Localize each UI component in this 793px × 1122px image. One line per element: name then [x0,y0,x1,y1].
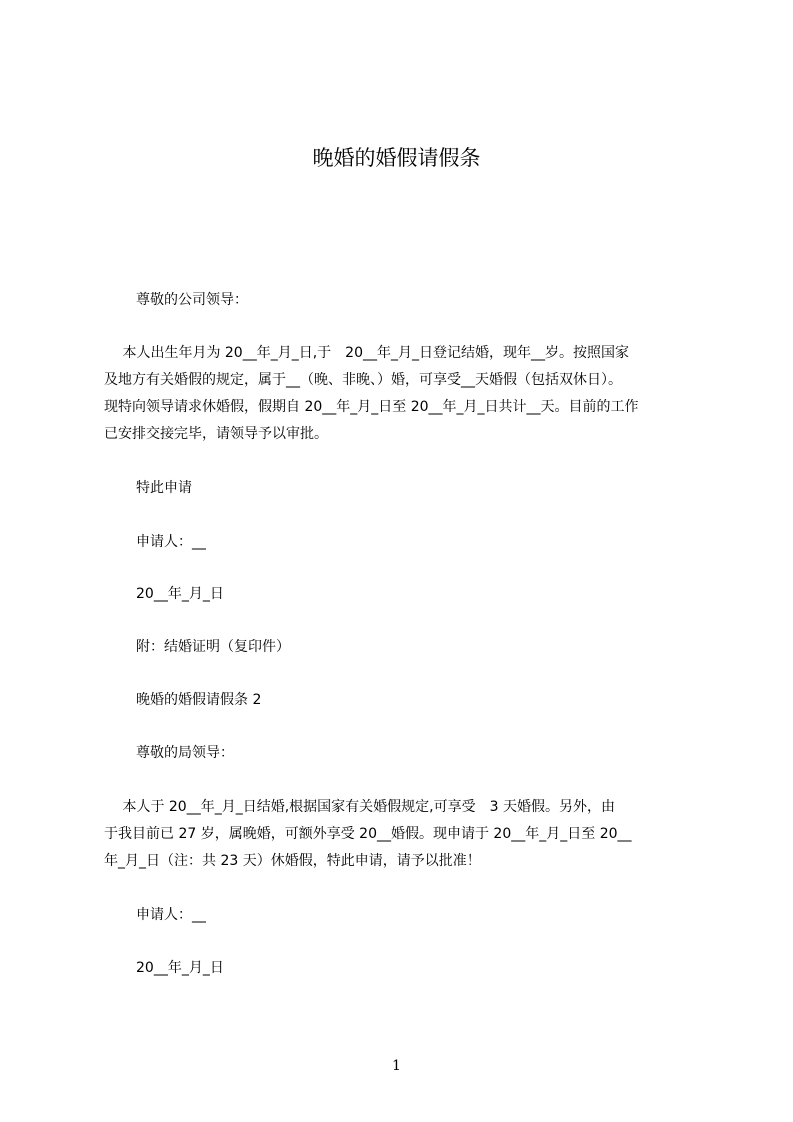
letter1-salutation: 尊敬的公司领导： [136,292,248,308]
letter1-applicant: 申请人：__ [136,534,206,550]
document-title: 晚婚的婚假请假条 [312,146,481,170]
letter1-date: 20__年_月_日 [136,586,224,602]
letter2-applicant: 申请人：__ [136,907,206,923]
letter2-body-line-1: 本人于 20__年_月_日结婚,根据国家有关婚假规定,可享受 3 天婚假。另外，由 [104,799,615,815]
letter1-closing: 特此申请 [136,480,192,496]
letter1-body-line-2: 及地方有关婚假的规定，属于__（晚、非晚、）婚，可享受__天婚假（包括双休日）。 [104,372,622,388]
letter2-heading: 晚婚的婚假请假条 2 [136,692,262,708]
letter2-salutation: 尊敬的局领导： [136,745,234,761]
page-number: 1 [392,1058,401,1074]
letter2-body-line-2: 于我目前已 27 岁，属晚婚，可额外享受 20__婚假。现申请于 20__年_月_日至 20__ [104,826,632,842]
letter1-body-line-3: 现特向领导请求休婚假，假期自 20__年_月_日至 20__年_月_日共计__天。目前的工作 [104,399,639,415]
letter2-body-line-3: 年_月_日（注：共 23 天）休婚假，特此申请，请予以批准！ [104,853,481,869]
letter2-date: 20__年_月_日 [136,960,224,976]
letter1-attachment: 附：结婚证明（复印件） [136,639,290,655]
letter1-body-line-1: 本人出生年月为 20__年_月_日,于 20__年_月_日登记结婚，现年__岁。按照国家 [104,345,629,361]
letter1-body-line-4: 已安排交接完毕，请领导予以审批。 [104,426,328,442]
